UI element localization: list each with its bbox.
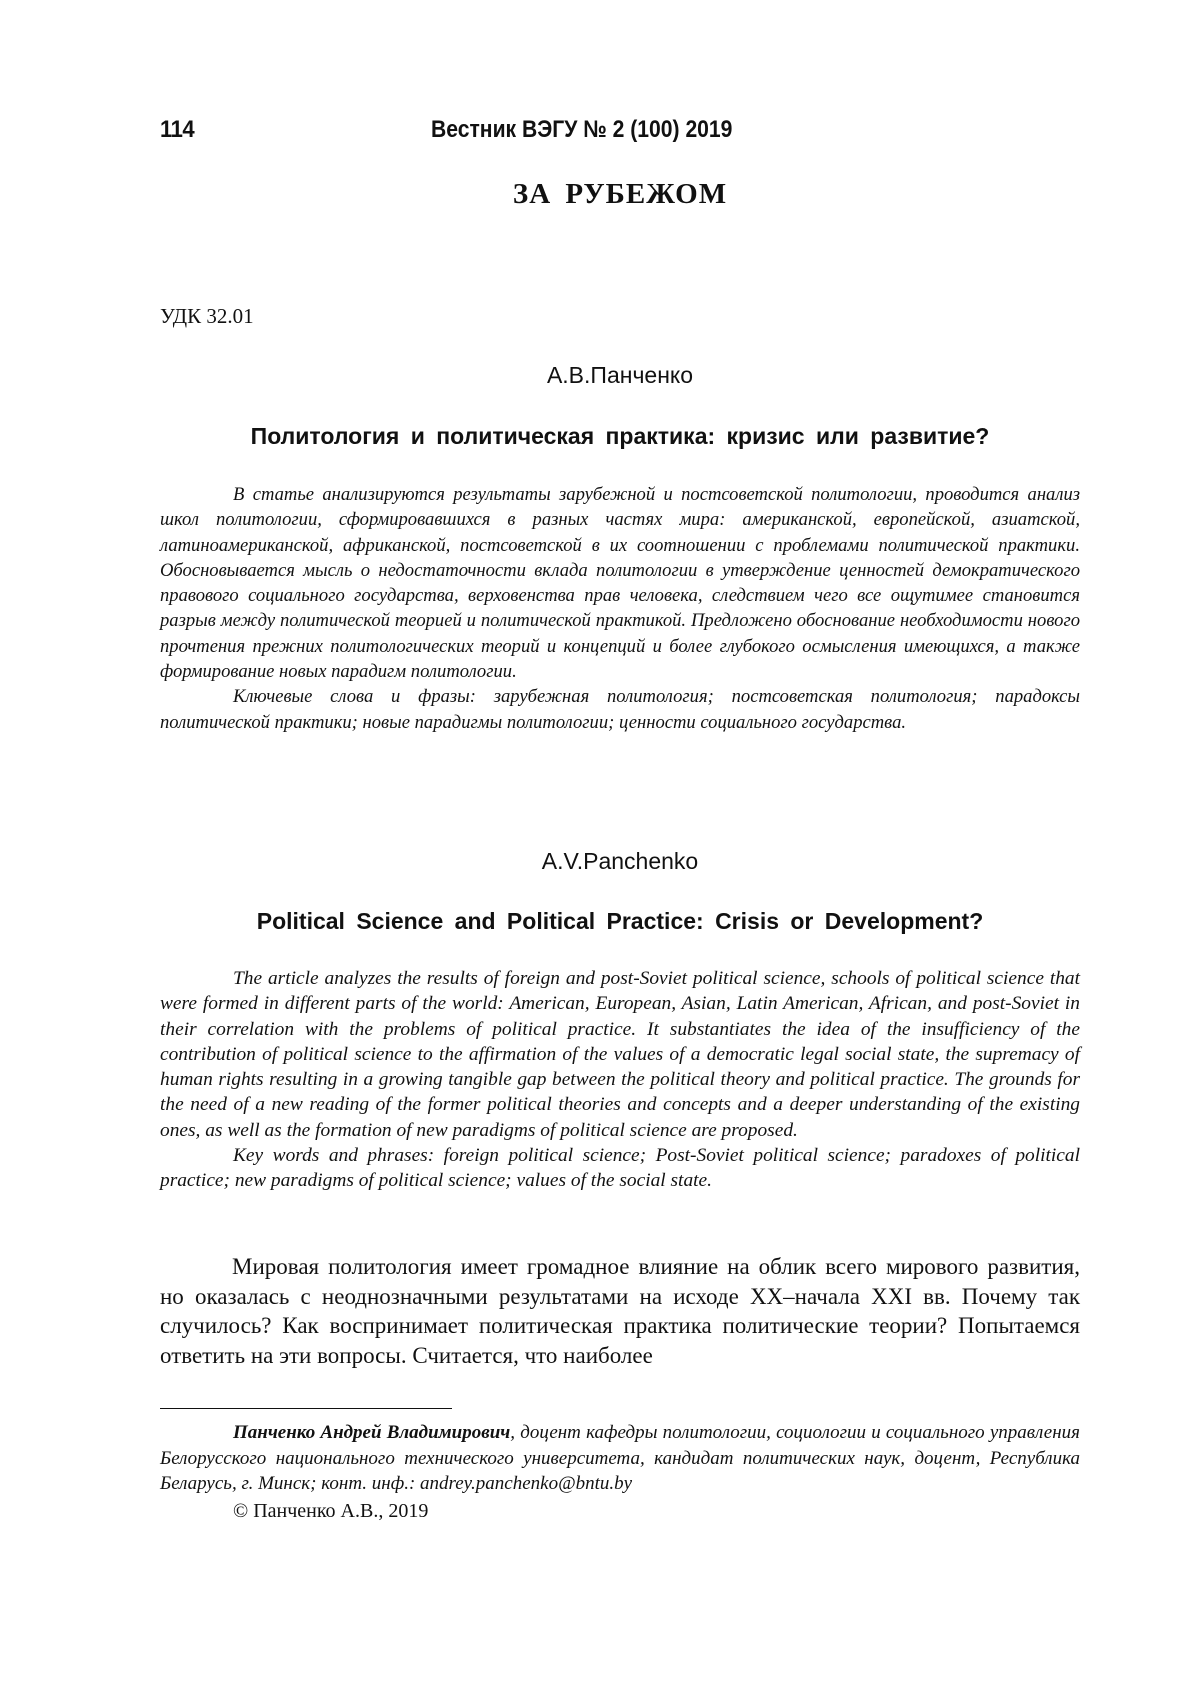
abstract-en-text: The article analyzes the results of foreign and post-Soviet political science, schools of political science that were formed in different parts of the world: American, European, Asian, Latin American, African, and post-Soviet in their correlation with the problems of political practice. It substantiates the idea of the insufficiency of the contribution of political science to the affirmation of the values of a democratic legal social state, the supremacy of human rights resulting in a growing tangible gap between the political theory and political practice. The grounds for the need of a new reading of the former political theories and concepts and a deeper understanding of the existing ones, as well as the formation of new paradigms of political science are proposed. bbox=[160, 968, 1080, 1141]
udk-code: УДК 32.01 bbox=[160, 304, 254, 328]
footnote-author-name: Панченко Андрей Владимирович bbox=[233, 1422, 511, 1443]
keywords-en: Key words and phrases: foreign political science; Post-Soviet political science; paradoxes of political practice; new paradigms of political science; values of the social state. bbox=[160, 1145, 1080, 1192]
body-paragraph: Мировая политология имеет громадное влияние на облик всего мирового развития, но оказалась с неоднозначными результатами на исходе XX–начала XXI вв. Почему так случилось? Как воспринимает политическая практика политические теории? Попытаемся ответить на эти вопросы. Считается, что наиболее bbox=[160, 1254, 1080, 1368]
abstract-ru-text: В статье анализируются результаты зарубежной и постсоветской политологии, проводится анализ школ политологии, сформировавшихся в разных частях мира: американской, европейской, азиатской, латиноамериканской, африканской, постсоветской в их соотношении с проблемами политической практики. Обосновывается мысль о недостаточности вклада политологии в утверждение ценностей демократического правового социального государства, верховенства прав человека, следствием чего все ощутимее становится разрыв между политической теорией и политической практикой. Предложено обоснование необходимости нового прочтения прежних политологических теорий и концепций и более глубокого осмысления имеющихся, а также формирование новых парадигм политологии. bbox=[160, 484, 1080, 683]
author-ru: А.В.Панченко bbox=[546, 362, 694, 388]
journal-header: Вестник ВЭГУ № 2 (100) 2019 bbox=[431, 116, 733, 143]
keywords-ru: Ключевые слова и фразы: зарубежная политология; постсоветская политология; парадоксы политической практики; новые парадигмы политологии; ценности социального государства. bbox=[160, 686, 1080, 733]
footnote-author-info: , доцент кафедры политологии, социологии и социального управления Белорусского национального технического университета, кандидат политических наук, доцент, Республика Беларусь, г. Минск; конт. инф.: andrey.panchenko@bntu.by bbox=[160, 1422, 1080, 1494]
footnote-divider bbox=[160, 1408, 452, 1409]
author-en: A.V.Panchenko bbox=[541, 848, 699, 874]
page-number: 114 bbox=[160, 116, 195, 143]
abstract-en bbox=[160, 966, 1080, 1194]
article-title-ru: Политология и политическая практика: кризис или развитие? bbox=[250, 423, 990, 449]
body-text bbox=[160, 1252, 1080, 1370]
copyright: © Панченко А.В., 2019 bbox=[233, 1500, 429, 1522]
footnote bbox=[160, 1420, 1080, 1497]
section-title: ЗА РУБЕЖОМ bbox=[512, 178, 728, 210]
article-title-en: Political Science and Political Practice: Crisis or Development? bbox=[256, 908, 984, 934]
abstract-ru bbox=[160, 482, 1080, 735]
